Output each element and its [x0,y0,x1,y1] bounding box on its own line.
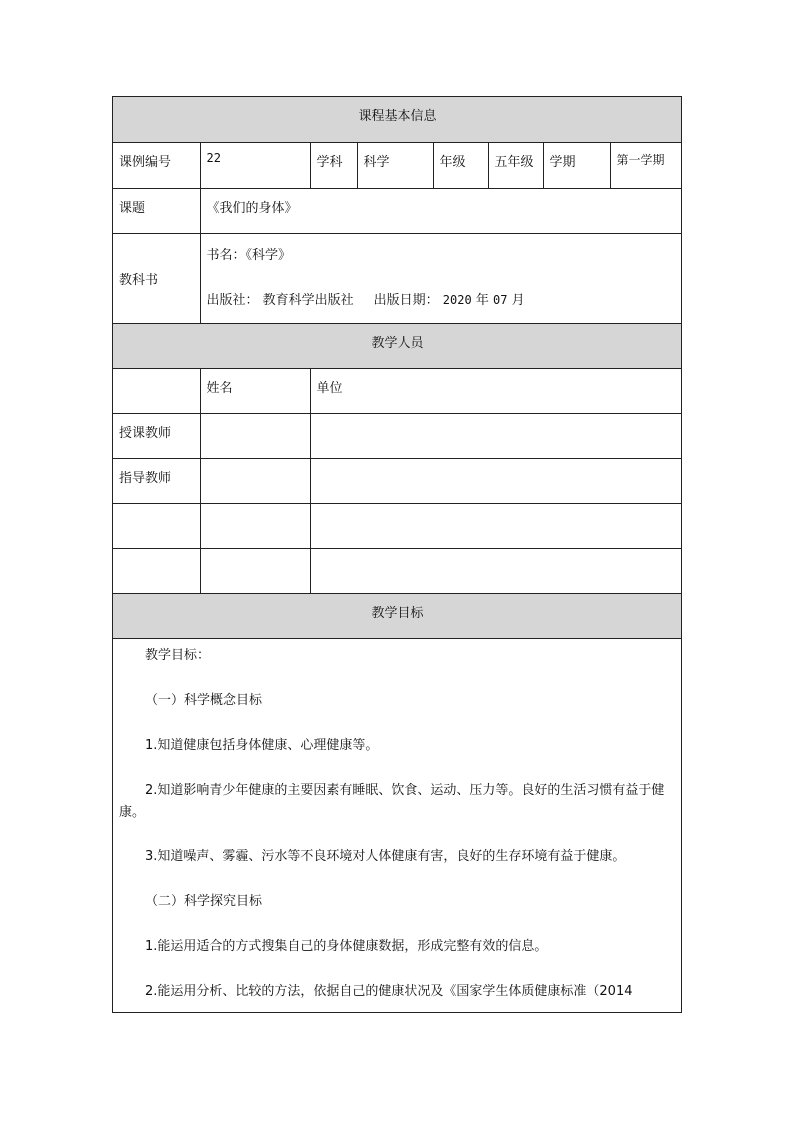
info-table [113,97,682,1013]
publisher-line [207,289,677,308]
grade-label: 年级 [433,142,488,188]
case-no-value: 22 [200,142,310,188]
goal-paragraph: 1.能运用适合的方式搜集自己的身体健康数据，形成完整有效的信息。 [145,938,548,954]
staff-role-advisor: 指导教师 [113,458,200,503]
pub-year: 2020 [442,292,472,307]
topic-value: 《我们的身体》 [200,188,682,233]
empty-unit-cell [310,548,682,593]
basic-info-row [113,142,682,188]
empty-name-cell [200,548,310,593]
term-label: 学期 [543,142,610,188]
goals-row [113,638,682,1013]
goal-paragraph: 3.知道噪声、雾霾、污水等不良环境对人体健康有害，良好的生存环境有益于健康。 [145,848,626,864]
topic-row [113,188,682,233]
goal-paragraph: 2.能运用分析、比较的方法，依据自己的健康状况及《国家学生体质健康标准（2014 [145,983,633,999]
staff-col-unit: 单位 [310,368,682,413]
goals-subheading-concept: （一）科学概念目标 [145,692,263,708]
goals-subheading-inquiry: （二）科学探究目标 [145,893,263,909]
textbook-label: 教科书 [113,233,200,323]
section-staff-title: 教学人员 [113,323,682,368]
staff-header-row [113,368,682,413]
section-goals-header [113,593,682,638]
subject-value: 科学 [357,142,433,188]
staff-row-empty [113,503,682,548]
staff-row-teacher [113,413,682,458]
textbook-row [113,233,682,323]
lesson-info-form [112,96,682,1013]
term-value: 第一学期 [610,142,682,188]
publisher: 出版社： 教育科学出版社 [206,292,354,308]
section-basic-title: 课程基本信息 [113,97,682,142]
goal-paragraph: 2.知道影响青少年健康的主要因素有睡眠、饮食、运动、压力等。良好的生活习惯有益于健康。 [119,782,665,820]
year-unit: 年 [475,292,489,308]
section-staff-header [113,323,682,368]
grade-value: 五年级 [488,142,543,188]
goal-paragraph: 1.知道健康包括身体健康、心理健康等。 [145,737,379,753]
section-basic-header [113,97,682,142]
teacher-unit-cell [310,413,682,458]
section-goals-title: 教学目标 [113,593,682,638]
book-name: 书名：《科学》 [206,247,292,263]
month-unit: 月 [511,292,525,308]
empty-role-cell [113,503,200,548]
case-no-label: 课例编号 [113,142,200,188]
staff-role-blank [113,368,200,413]
teacher-name-cell [200,413,310,458]
empty-role-cell [113,548,200,593]
staff-row-advisor [113,458,682,503]
topic-label: 课题 [113,188,200,233]
subject-label: 学科 [310,142,357,188]
pub-date-label: 出版日期： [373,292,439,308]
empty-name-cell [200,503,310,548]
goals-content [113,638,682,1013]
staff-role-teacher: 授课教师 [113,413,200,458]
textbook-details [200,233,682,323]
empty-unit-cell [310,503,682,548]
advisor-name-cell [200,458,310,503]
advisor-unit-cell [310,458,682,503]
pub-month: 07 [493,292,508,307]
staff-row-empty [113,548,682,593]
staff-col-name: 姓名 [200,368,310,413]
goals-intro: 教学目标： [145,647,211,663]
